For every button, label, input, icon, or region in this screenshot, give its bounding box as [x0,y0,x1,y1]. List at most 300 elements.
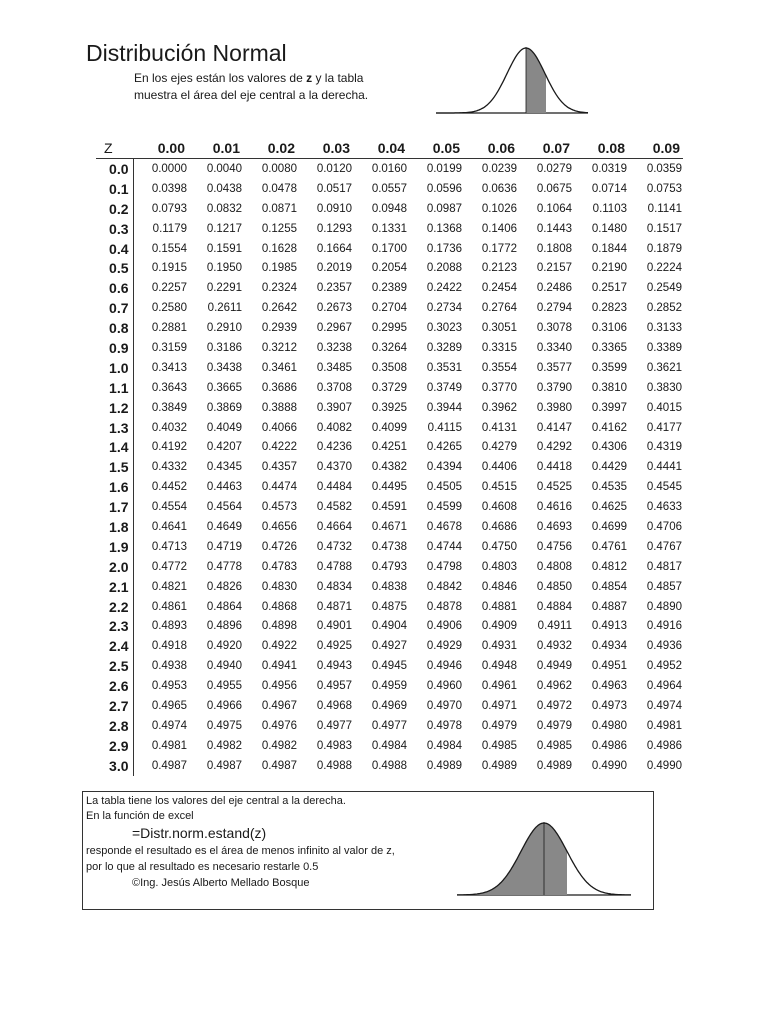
table-cell: 0.4969 [371,699,407,712]
table-cell: 0.3315 [481,341,517,354]
table-cell: 0.2291 [206,282,242,295]
table-row [96,258,683,278]
table-cell: 0.4463 [206,481,242,494]
table-cell: 0.0000 [151,162,187,175]
table-cell: 0.4345 [206,461,242,474]
table-cell: 0.1915 [151,262,187,275]
table-cell: 0.2389 [371,282,407,295]
table-cell: 0.4941 [261,660,297,673]
table-cell: 0.1700 [371,242,407,255]
column-header: 0.00 [133,137,188,159]
table-cell: 0.4987 [151,759,187,772]
table-row [96,398,683,418]
table-cell: 0.4963 [591,680,627,693]
table-cell: 0.4821 [151,580,187,593]
table-cell: 0.4099 [371,421,407,434]
table-row [96,298,683,318]
table-cell: 0.4474 [261,481,297,494]
table-cell: 0.4554 [151,501,187,514]
table-cell: 0.2257 [151,282,187,295]
table-row [96,358,683,378]
table-cell: 0.4918 [151,640,187,653]
table-cell: 0.3159 [151,341,187,354]
table-cell: 0.4931 [481,640,517,653]
table-cell: 0.3365 [591,341,627,354]
table-row [96,597,683,617]
table-cell: 0.4484 [316,481,352,494]
table-cell: 0.3643 [151,381,187,394]
table-cell: 0.4495 [371,481,407,494]
table-cell: 0.4965 [151,699,187,712]
row-z-label: 0.1 [96,179,133,199]
table-cell: 0.4871 [316,600,352,613]
table-cell: 0.3810 [591,381,627,394]
table-cell: 0.4418 [536,461,572,474]
table-cell: 0.4699 [591,520,627,533]
table-cell: 0.4956 [261,680,297,693]
table-cell: 0.3830 [646,381,682,394]
table-row [96,378,683,398]
table-cell: 0.3340 [536,341,572,354]
table-cell: 0.4927 [371,640,407,653]
row-z-label: 2.7 [96,696,133,716]
table-row [96,676,683,696]
table-cell: 0.4778 [206,560,242,573]
table-cell: 0.3106 [591,322,627,335]
table-row [96,338,683,358]
table-cell: 0.4306 [591,441,627,454]
row-z-label: 2.2 [96,597,133,617]
table-cell: 0.4979 [536,719,572,732]
table-cell: 0.0319 [591,162,627,175]
table-cell: 0.4812 [591,560,627,573]
table-cell: 0.3997 [591,401,627,414]
table-row [96,636,683,656]
row-z-label: 2.5 [96,656,133,676]
page-title: Distribución Normal [86,40,287,66]
row-z-label: 2.6 [96,676,133,696]
table-cell: 0.3729 [371,381,407,394]
copyright-credit: ©Ing. Jesús Alberto Mellado Bosque [132,877,310,889]
table-cell: 0.4953 [151,680,187,693]
table-cell: 0.1293 [316,222,352,235]
table-cell: 0.4934 [591,640,627,653]
column-header: 0.03 [298,137,353,159]
table-cell: 0.3925 [371,401,407,414]
table-cell: 0.4535 [591,481,627,494]
column-header: 0.02 [243,137,298,159]
table-cell: 0.0160 [371,162,407,175]
table-cell: 0.4987 [206,759,242,772]
row-z-label: 1.1 [96,378,133,398]
table-row [96,219,683,239]
table-cell: 0.3621 [646,361,682,374]
table-cell: 0.4960 [426,680,462,693]
table-cell: 0.0987 [426,202,462,215]
table-cell: 0.4957 [316,680,352,693]
table-row [96,537,683,557]
row-z-label: 0.5 [96,258,133,278]
table-cell: 0.0832 [206,202,242,215]
table-cell: 0.2224 [646,262,682,275]
note-line2: En la función de excel [86,810,194,822]
table-cell: 0.4887 [591,600,627,613]
table-cell: 0.0120 [316,162,352,175]
table-cell: 0.4441 [646,461,682,474]
row-z-label: 1.8 [96,517,133,537]
table-cell: 0.4988 [316,759,352,772]
table-cell: 0.4671 [371,520,407,533]
normal-curve-cumulative-figure [453,818,635,898]
table-cell: 0.2764 [481,302,517,315]
table-cell: 0.3980 [536,401,572,414]
column-header: 0.09 [628,137,683,159]
table-cell: 0.4980 [591,719,627,732]
row-z-label: 2.0 [96,557,133,577]
table-cell: 0.2642 [261,302,297,315]
table-cell: 0.4406 [481,461,517,474]
table-cell: 0.4989 [426,759,462,772]
table-cell: 0.2939 [261,322,297,335]
table-cell: 0.4974 [646,699,682,712]
table-cell: 0.4452 [151,481,187,494]
table-cell: 0.4864 [206,600,242,613]
row-z-label: 1.4 [96,437,133,457]
table-cell: 0.4370 [316,461,352,474]
column-header: 0.08 [573,137,628,159]
table-row [96,159,683,179]
table-cell: 0.4515 [481,481,517,494]
table-cell: 0.4878 [426,600,462,613]
table-cell: 0.2357 [316,282,352,295]
table-cell: 0.0675 [536,182,572,195]
table-cell: 0.2910 [206,322,242,335]
table-cell: 0.4115 [427,421,462,434]
table-row [96,477,683,497]
table-cell: 0.4961 [481,680,517,693]
row-z-label: 1.2 [96,398,133,418]
table-row [96,696,683,716]
table-cell: 0.4971 [481,699,517,712]
table-cell: 0.1591 [206,242,242,255]
table-cell: 0.0239 [481,162,517,175]
curve-bottom-shaded-area [457,823,567,895]
z-corner-label: Z [96,137,133,159]
table-cell: 0.4936 [646,640,682,653]
row-z-label: 2.4 [96,636,133,656]
table-row [96,437,683,457]
table-cell: 0.4236 [316,441,352,454]
row-z-label: 2.9 [96,736,133,756]
row-z-label: 1.0 [96,358,133,378]
table-cell: 0.4826 [206,580,242,593]
table-cell: 0.3051 [481,322,517,335]
table-cell: 0.1772 [481,242,517,255]
table-cell: 0.4981 [151,739,187,752]
table-cell: 0.2881 [151,322,187,335]
table-cell: 0.4896 [206,620,242,633]
table-cell: 0.4973 [591,699,627,712]
table-cell: 0.2967 [316,322,352,335]
table-cell: 0.4857 [646,580,682,593]
table-cell: 0.2580 [151,302,187,315]
table-cell: 0.1179 [152,222,187,235]
row-z-label: 2.8 [96,716,133,736]
table-cell: 0.0517 [316,182,352,195]
table-cell: 0.4959 [371,680,407,693]
table-cell: 0.4938 [151,660,187,673]
table-cell: 0.1879 [646,242,682,255]
table-cell: 0.2190 [591,262,627,275]
table-cell: 0.3770 [481,381,517,394]
table-cell: 0.4177 [646,421,682,434]
table-cell: 0.4984 [426,739,462,752]
table-cell: 0.4066 [261,421,297,434]
table-cell: 0.3849 [151,401,187,414]
table-row [96,418,683,438]
table-cell: 0.4633 [646,501,682,514]
table-cell: 0.4979 [481,719,517,732]
table-cell: 0.2611 [207,302,242,315]
column-header: 0.01 [188,137,243,159]
table-cell: 0.4976 [261,719,297,732]
table-cell: 0.4990 [591,759,627,772]
row-z-label: 2.3 [96,616,133,636]
table-cell: 0.1103 [592,202,627,215]
note-line3: responde el resultado es el área de menos infinito al valor de z, [86,845,395,857]
table-cell: 0.4920 [206,640,242,653]
column-header: 0.06 [463,137,518,159]
row-z-label: 3.0 [96,756,133,776]
row-z-label: 1.6 [96,477,133,497]
table-cell: 0.4082 [316,421,352,434]
table-cell: 0.4893 [151,620,187,633]
table-cell: 0.4332 [151,461,187,474]
table-cell: 0.4940 [206,660,242,673]
excel-formula: =Distr.norm.estand(z) [132,825,267,841]
table-cell: 0.4656 [261,520,297,533]
subtitle-line1-a: En los ejes están los valores de [134,71,307,85]
row-z-label: 0.0 [96,159,133,179]
table-row [96,457,683,477]
row-z-label: 0.2 [96,199,133,219]
table-cell: 0.0753 [646,182,682,195]
table-cell: 0.3577 [536,361,572,374]
table-cell: 0.4861 [151,600,187,613]
table-cell: 0.4131 [481,421,517,434]
table-cell: 0.4319 [646,441,682,454]
table-cell: 0.0948 [371,202,407,215]
table-cell: 0.4678 [426,520,462,533]
row-z-label: 0.9 [96,338,133,358]
table-cell: 0.4975 [206,719,242,732]
row-z-label: 0.7 [96,298,133,318]
table-cell: 0.4830 [261,580,297,593]
table-cell: 0.4608 [481,501,517,514]
table-cell: 0.4265 [426,441,462,454]
table-cell: 0.4505 [426,481,462,494]
table-cell: 0.4978 [426,719,462,732]
table-row [96,497,683,517]
table-cell: 0.3023 [426,322,462,335]
row-z-label: 0.6 [96,278,133,298]
table-cell: 0.3665 [206,381,242,394]
table-cell: 0.4981 [646,719,682,732]
row-z-label: 1.9 [96,537,133,557]
table-cell: 0.4834 [316,580,352,593]
table-cell: 0.4732 [316,540,352,553]
table-cell: 0.4738 [371,540,407,553]
table-cell: 0.4955 [206,680,242,693]
table-cell: 0.3461 [261,361,297,374]
table-cell: 0.2123 [481,262,517,275]
table-cell: 0.4767 [646,540,682,553]
table-header-row [96,137,683,159]
table-cell: 0.1554 [151,242,187,255]
table-cell: 0.3264 [371,341,407,354]
table-cell: 0.4750 [481,540,517,553]
table-row [96,278,683,298]
table-cell: 0.2852 [646,302,682,315]
table-cell: 0.1628 [261,242,297,255]
table-cell: 0.2324 [261,282,297,295]
table-cell: 0.3133 [646,322,682,335]
table-row [96,239,683,259]
table-cell: 0.4591 [371,501,407,514]
table-cell: 0.3554 [481,361,517,374]
table-cell: 0.4951 [591,660,627,673]
table-cell: 0.2995 [371,322,407,335]
table-cell: 0.4970 [426,699,462,712]
table-cell: 0.3888 [261,401,297,414]
table-cell: 0.4962 [536,680,572,693]
table-cell: 0.4985 [481,739,517,752]
table-cell: 0.4664 [316,520,352,533]
table-cell: 0.3186 [206,341,242,354]
table-cell: 0.4881 [481,600,517,613]
table-cell: 0.4983 [316,739,352,752]
table-cell: 0.1517 [646,222,682,235]
table-row [96,716,683,736]
table-cell: 0.1064 [536,202,572,215]
table-cell: 0.4846 [481,580,517,593]
table-cell: 0.4964 [646,680,682,693]
table-cell: 0.3708 [316,381,352,394]
table-cell: 0.4986 [646,739,682,752]
table-cell: 0.3749 [426,381,462,394]
table-cell: 0.1950 [206,262,242,275]
table-cell: 0.0279 [536,162,572,175]
column-header: 0.05 [408,137,463,159]
table-row [96,577,683,597]
table-cell: 0.4989 [481,759,517,772]
row-z-label: 0.3 [96,219,133,239]
subtitle-line1-b: y la tabla [312,71,364,85]
table-cell: 0.3907 [316,401,352,414]
table-cell: 0.4573 [261,501,297,514]
table-cell: 0.1141 [647,202,682,215]
table-cell: 0.4868 [261,600,297,613]
table-cell: 0.4049 [206,421,242,434]
note-line4: por lo que al resultado es necesario restarle 0.5 [86,861,319,873]
row-z-label: 0.8 [96,318,133,338]
table-cell: 0.4192 [151,441,187,454]
subtitle-line2: muestra el área del eje central a la derecha. [134,88,369,102]
table-cell: 0.4854 [591,580,627,593]
table-cell: 0.4394 [426,461,462,474]
table-cell: 0.4803 [481,560,517,573]
table-row [96,557,683,577]
table-cell: 0.3238 [316,341,352,354]
table-cell: 0.4984 [371,739,407,752]
table-cell: 0.4251 [371,441,407,454]
table-cell: 0.4925 [316,640,352,653]
table-cell: 0.0793 [151,202,187,215]
table-cell: 0.2549 [646,282,682,295]
table-cell: 0.4842 [426,580,462,593]
table-cell: 0.4909 [481,620,517,633]
table-cell: 0.4838 [371,580,407,593]
table-cell: 0.2157 [536,262,572,275]
table-cell: 0.4641 [151,520,187,533]
table-cell: 0.4967 [261,699,297,712]
table-cell: 0.2486 [536,282,572,295]
table-cell: 0.4793 [371,560,407,573]
table-row [96,616,683,636]
curve-top-shaded-area [526,48,546,113]
table-cell: 0.2088 [426,262,462,275]
table-cell: 0.4382 [371,461,407,474]
table-cell: 0.4982 [206,739,242,752]
table-cell: 0.4982 [261,739,297,752]
table-cell: 0.4911 [537,620,572,633]
table-cell: 0.4726 [261,540,297,553]
table-cell: 0.4222 [261,441,297,454]
table-cell: 0.4719 [206,540,242,553]
table-cell: 0.1844 [591,242,627,255]
table-cell: 0.0398 [151,182,187,195]
table-cell: 0.2422 [426,282,462,295]
table-cell: 0.0714 [591,182,627,195]
table-cell: 0.1736 [426,242,462,255]
row-z-label: 2.1 [96,577,133,597]
table-cell: 0.4525 [536,481,572,494]
table-cell: 0.4974 [151,719,187,732]
table-cell: 0.4756 [536,540,572,553]
table-cell: 0.4901 [316,620,352,633]
table-cell: 0.2704 [371,302,407,315]
table-cell: 0.3078 [536,322,572,335]
row-z-label: 0.4 [96,239,133,259]
table-cell: 0.3944 [426,401,462,414]
table-cell: 0.4913 [591,620,627,633]
table-cell: 0.4744 [426,540,462,553]
subtitle [134,70,424,104]
table-cell: 0.4966 [206,699,242,712]
table-cell: 0.1664 [316,242,352,255]
table-cell: 0.4943 [316,660,352,673]
table-cell: 0.3869 [206,401,242,414]
table-cell: 0.4890 [646,600,682,613]
table-cell: 0.4015 [646,401,682,414]
table-cell: 0.4599 [426,501,462,514]
table-cell: 0.3289 [426,341,462,354]
table-cell: 0.1443 [536,222,572,235]
table-cell: 0.0478 [261,182,297,195]
table-cell: 0.3962 [481,401,517,414]
table-cell: 0.0040 [206,162,242,175]
table-cell: 0.4207 [206,441,242,454]
